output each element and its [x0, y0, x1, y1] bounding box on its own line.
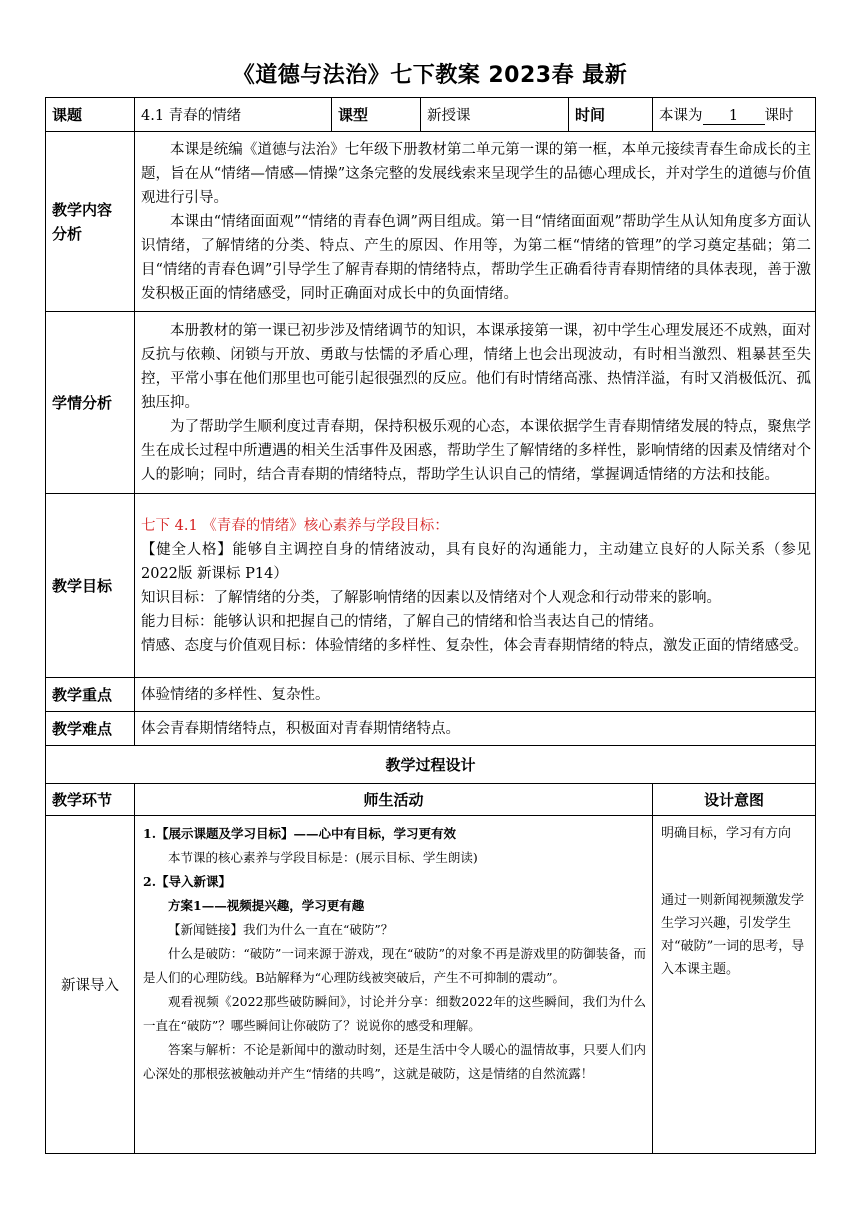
- key-point-value: 体验情绪的多样性、复杂性。: [135, 678, 816, 712]
- objectives-label: 教学目标: [46, 494, 135, 678]
- difficulty-value: 体会青春期情绪特点，积极面对青春期情绪特点。: [135, 712, 816, 746]
- objectives-core: 【健全人格】能够自主调控自身的情绪波动，具有良好的沟通能力，主动建立良好的人际关系（参见 2022版 新课标 P14）: [141, 541, 811, 582]
- process-columns-row: [46, 784, 816, 816]
- objectives-ability: 能力目标：能够认识和把握自己的情绪，了解自己的情绪和恰当表达自己的情绪。: [141, 613, 663, 630]
- what-is-pofang: 什么是破防：“破防”一词来源于游戏，现在“破防”的对象不再是游戏里的防御装备，而是人们的心理防线。B站解释为“心理防线被突破后，产生不可抑制的震动”。: [143, 946, 646, 985]
- process-heading: 教学过程设计: [46, 746, 816, 784]
- content-analysis-row: [46, 132, 816, 312]
- student-analysis-text: [135, 312, 816, 494]
- key-point-label: 教学重点: [46, 678, 135, 712]
- step2-heading: 2.【导入新课】: [143, 874, 232, 889]
- answer-analysis: 答案与解析：不论是新闻中的激动时刻，还是生活中令人暖心的温情故事，只要人们内心深处的那根弦被触动并产生“情绪的共鸣”，这就是破防，这是情绪的自然流露！: [143, 1042, 646, 1081]
- time-suffix: 课时: [764, 108, 794, 124]
- objectives-red-line: 七下 4.1 《青春的情绪》核心素养与学段目标：: [141, 517, 449, 534]
- objectives-emotion: 情感、态度与价值观目标：体验情绪的多样性、复杂性，体会青春期情绪的特点，激发正面的情绪感受。: [141, 637, 808, 654]
- type-label: 课型: [332, 98, 421, 132]
- lesson-plan-table: [45, 97, 816, 1154]
- intent-cell: [653, 816, 816, 1154]
- topic-value: 4.1 青春的情绪: [135, 98, 332, 132]
- type-value: 新授课: [421, 98, 569, 132]
- time-value: [653, 98, 816, 132]
- step1-text: 本节课的核心素养与学段目标是：(展示目标、学生朗读): [168, 850, 478, 865]
- content-analysis-label-line1: 教学内容: [52, 200, 113, 219]
- time-number: 1: [703, 108, 765, 125]
- objectives-text: [135, 494, 816, 678]
- intent-1: 明确目标，学习有方向: [661, 826, 792, 841]
- step1-heading: 1.【展示课题及学习目标】——心中有目标，学习更有效: [143, 826, 457, 841]
- activity-cell: [135, 816, 653, 1154]
- plan1-heading: 方案1——视频提兴趣，学习更有趣: [168, 898, 365, 913]
- key-point-row: [46, 678, 816, 712]
- col-stage-header: 教学环节: [46, 784, 135, 816]
- col-activity-header: 师生活动: [135, 784, 653, 816]
- student-analysis-p2: 为了帮助学生顺利度过青春期，保持积极乐观的心态，本课依据学生青春期情绪发展的特点，聚焦学生在成长过程中所遭遇的相关生活事件及困惑，帮助学生了解情绪的多样性，影响情绪的因素及情绪对个人的影响；同时，结合青春期的情绪特点，帮助学生认识自己的情绪，掌握调适情绪的方法和技能。: [141, 418, 811, 483]
- header-row: [46, 98, 816, 132]
- col-intent-header: 设计意图: [653, 784, 816, 816]
- difficulty-row: [46, 712, 816, 746]
- objectives-row: [46, 494, 816, 678]
- difficulty-label: 教学难点: [46, 712, 135, 746]
- document-title: 《道德与法治》七下教案 2023春 最新: [232, 63, 628, 88]
- content-analysis-p1: 本课是统编《道德与法治》七年级下册教材第二单元第一课的第一框，本单元接续青春生命成长的主题，旨在从“情绪—情感—情操”这条完整的发展线索来呈现学生的品德心理成长，并对学生的道德与价值观进行引导。: [141, 141, 811, 206]
- student-analysis-label: 学情分析: [46, 312, 135, 494]
- intro-stage-row: [46, 816, 816, 1154]
- time-label: 时间: [569, 98, 653, 132]
- content-analysis-label: [46, 132, 135, 312]
- objectives-knowledge: 知识目标：了解情绪的分类，了解影响情绪的因素以及情绪对个人观念和行动带来的影响。: [141, 589, 721, 606]
- content-analysis-label-line2: 分析: [52, 224, 83, 243]
- process-heading-row: [46, 746, 816, 784]
- content-analysis-text: [135, 132, 816, 312]
- student-analysis-row: [46, 312, 816, 494]
- student-analysis-p1: 本册教材的第一课已初步涉及情绪调节的知识，本课承接第一课，初中学生心理发展还不成熟，面对反抗与依赖、闭锁与开放、勇敢与怯懦的矛盾心理，情绪上也会出现波动，有时相当激烈、粗暴甚至失控，平常小事在他们那里也可能引起很强烈的反应。他们有时情绪高涨、热情洋溢，有时又消极低沉、孤独压抑。: [141, 322, 811, 411]
- watch-video: 观看视频《2022那些破防瞬间》，讨论并分享：细数2022年的这些瞬间，我们为什么一直在“破防”？哪些瞬间让你破防了？说说你的感受和理解。: [143, 994, 646, 1033]
- topic-label: 课题: [46, 98, 135, 132]
- news-link: 【新闻链接】我们为什么一直在“破防”？: [168, 922, 394, 937]
- stage-name: 新课导入: [46, 816, 135, 1154]
- content-analysis-p2: 本课由“情绪面面观”“情绪的青春色调”两目组成。第一目“情绪面面观”帮助学生从认知角度多方面认识情绪，了解情绪的分类、特点、产生的原因、作用等，为第二框“情绪的管理”的学习奠定基础；第二目“情绪的青春色调”引导学生了解青春期的情绪特点，帮助学生正确看待青春期情绪的具体表现，善于激发积极正面的情绪感受，同时正确面对成长中的负面情绪。: [141, 213, 811, 302]
- intent-2: 通过一则新闻视频激发学生学习兴趣，引发学生对“破防”一词的思考，导入本课主题。: [661, 893, 805, 977]
- time-prefix: 本课为: [659, 108, 703, 124]
